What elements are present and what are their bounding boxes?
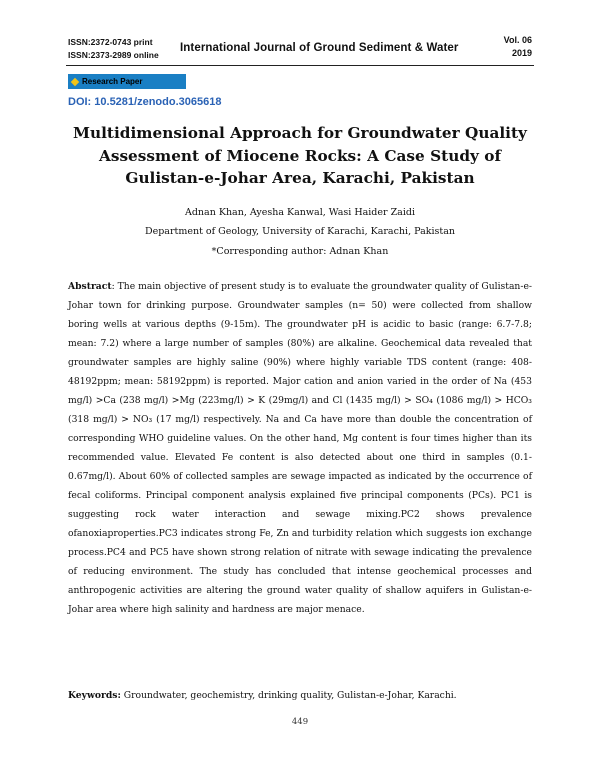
header-divider (66, 65, 534, 66)
journal-name: International Journal of Ground Sediment & Water (180, 42, 459, 54)
issn-print: ISSN:2372-0743 print (68, 37, 153, 47)
issn-online: ISSN:2373-2989 online (68, 50, 159, 60)
abstract (68, 277, 532, 619)
year: 2019 (511, 48, 532, 58)
keywords (68, 690, 532, 701)
abstract-label: Abstract (68, 281, 112, 292)
keywords-text: Groundwater, geochemistry, drinking quality, Gulistan-e-Johar, Karachi. (120, 690, 457, 701)
volume: Vol. 06 (503, 35, 532, 45)
abstract-text: : The main objective of present study is to evaluate the groundwater quality of Gulistan-e-Johar town for drinking purpose. Groundwater samples (n= 50) were collected from shallow boring wells at various depths (9-15m). The groundwater pH is acidic to basic (range: 6.7-7.8; mean: 7.2) where a large number of samples (80%) are alkaline. Geochemical data revealed that groundwater samples are highly saline (90%) where highly variable TDS content (range: 408-48192ppm; mean: 58192ppm) is reported. Major cation and anion varied in the order of Na (453 mg/l) >Ca (238 mg/l) >Mg (223mg/l) > K (29mg/l) and Cl (1435 mg/l) > SO₄ (1086 mg/l) > HCO₃ (318 mg/l) > NO₃ (17 mg/l) respectively. Na and Ca have more than double the concentration of corresponding WHO guideline values. On the other hand, Mg content is four times higher than its recommended value. Elevated Fe content is also detected about one third in samples (0.1-0.67mg/l). About 60% of collected samples are sewage impacted as indicated by the occurrence of fecal coliforms. Principal component analysis explained five principal components (PCs). PC1 is suggesting rock water interaction and sewage mixing.PC2 shows prevalence ofanoxiaproperties.PC3 indicates strong Fe, Zn and turbidity relation which suggests ion exchange process.PC4 and PC5 have shown strong relation of nitrate with sewage indicating the prevalence of reducing environment. The study has concluded that intense geochemical processes and anthropogenic activities are altering the ground water quality of shallow aquifers in Gulistan-e-Johar area where high salinity and hardness are major menace. (68, 281, 532, 615)
authors: Adnan Khan, Ayesha Kanwal, Wasi Haider Zaidi (184, 207, 415, 218)
research-paper-badge (68, 74, 186, 89)
volume-block (504, 34, 532, 60)
issn-block (68, 36, 159, 62)
keywords-label: Keywords: (68, 690, 121, 701)
page-number: 449 (291, 717, 309, 727)
affiliation: Department of Geology, University of Karachi, Karachi, Pakistan (144, 226, 456, 237)
paper-title: Multidimensional Approach for Groundwater Quality Assessment of Miocene Rocks: A Case Study of Gulistan-e-Johar Area, Karachi, Pakistan (73, 124, 527, 187)
badge-label: Research Paper (82, 77, 143, 86)
diamond-icon (71, 77, 79, 85)
corresponding-author: *Corresponding author: Adnan Khan (211, 246, 389, 257)
doi-link[interactable]: DOI: 10.5281/zenodo.3065618 (68, 96, 222, 108)
